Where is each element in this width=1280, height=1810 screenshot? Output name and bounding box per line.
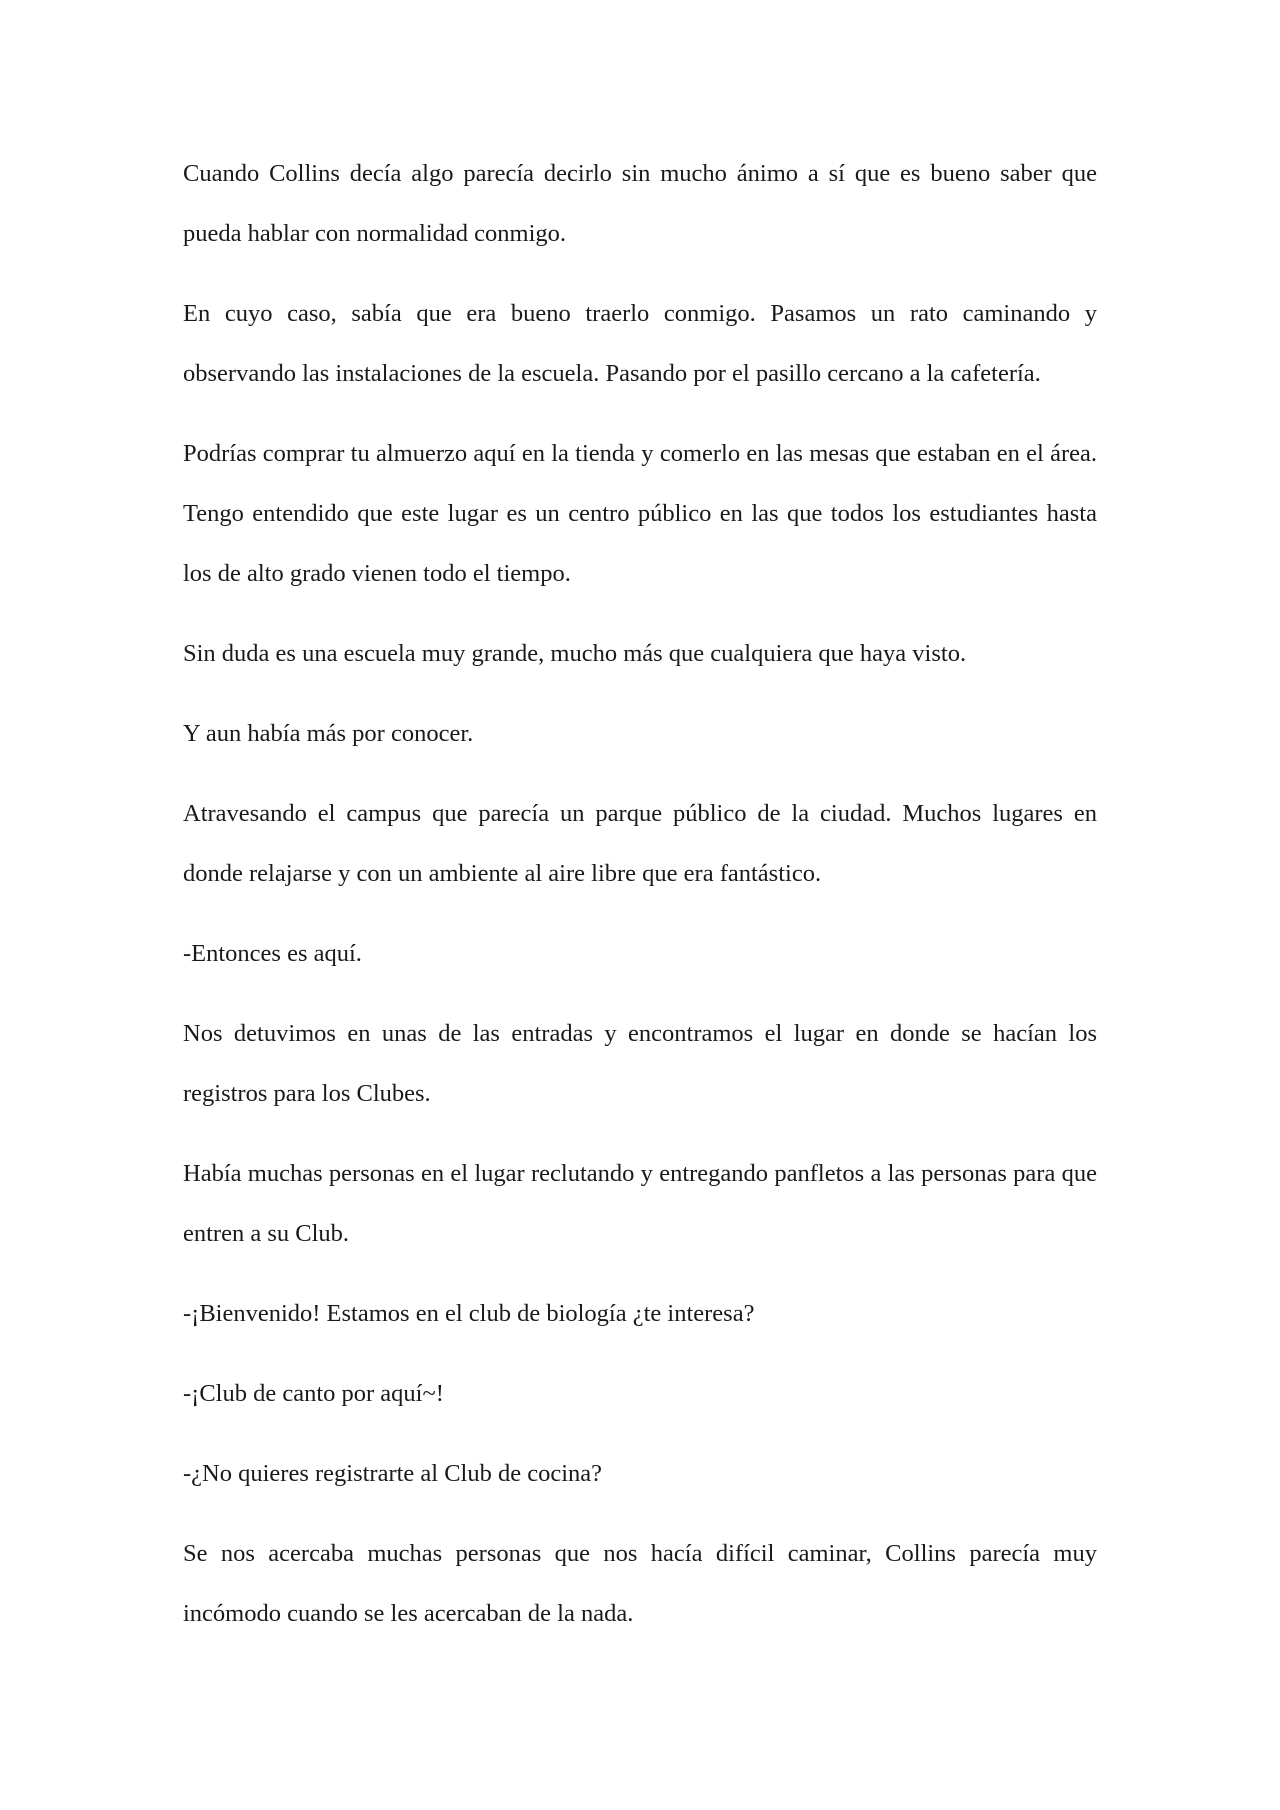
paragraph: Sin duda es una escuela muy grande, mucho más que cualquiera que haya visto. [183,640,967,667]
paragraph: Se nos acercaba muchas personas que nos hacía difícil caminar, Collins parecía muy incómodo cuando se les acercaban de la nada. [183,1540,1097,1627]
paragraph: Atravesando el campus que parecía un parque público de la ciudad. Muchos lugares en donde relajarse y con un ambiente al aire libre que era fantástico. [183,800,1097,887]
paragraph: En cuyo caso, sabía que era bueno traerlo conmigo. Pasamos un rato caminando y observando las instalaciones de la escuela. Pasando por el pasillo cercano a la cafetería. [183,300,1097,387]
paragraph: Cuando Collins decía algo parecía decirlo sin mucho ánimo a sí que es bueno saber que pueda hablar con normalidad conmigo. [183,160,1097,247]
dialogue-line: -¡Bienvenido! Estamos en el club de biología ¿te interesa? [183,1300,755,1327]
dialogue-line: -Entonces es aquí. [183,940,362,967]
dialogue-line: -¿No quieres registrarte al Club de cocina? [183,1460,603,1487]
paragraph: Nos detuvimos en unas de las entradas y encontramos el lugar en donde se hacían los registros para los Clubes. [183,1020,1097,1107]
paragraph: Podrías comprar tu almuerzo aquí en la tienda y comerlo en las mesas que estaban en el área. Tengo entendido que este lugar es un centro público en las que todos los estudiantes hasta los de alto grado vienen todo el tiempo. [183,440,1097,587]
dialogue-line: -¡Club de canto por aquí~! [183,1380,444,1407]
paragraph: Y aun había más por conocer. [183,720,474,747]
document-body [183,144,1097,1664]
paragraph: Había muchas personas en el lugar reclutando y entregando panfletos a las personas para que entren a su Club. [183,1160,1097,1247]
